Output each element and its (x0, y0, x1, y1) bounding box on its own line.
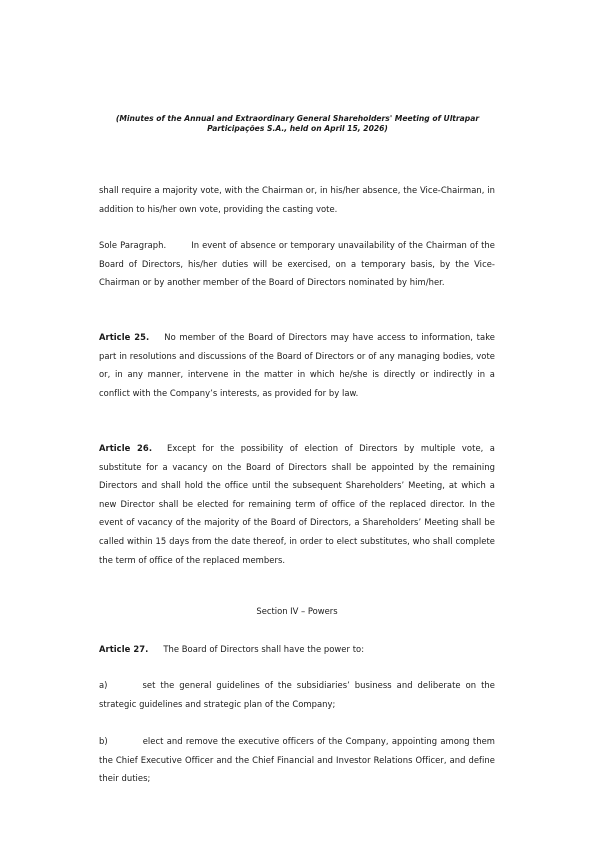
sole-paragraph-label: Sole Paragraph. (99, 240, 167, 250)
article-26-text: Except for the possibility of election of Directors by multiple vote, a substitute for a vacancy on the Board of Directors shall be appointed by the remaining Directors and shall hold the office until the subsequent Shareholders’ Meeting, at which a new Director shall be elected for remaining term of office of the replaced director. In the event of vacancy of the majority of the Board of Directors, a Shareholders’ Meeting shall be called within 15 days from the date thereof, in order to elect substitutes, who shall complete the term of office of the replaced members. (99, 443, 495, 565)
item-a (99, 676, 495, 713)
article-25 (99, 328, 495, 402)
item-b (99, 732, 495, 788)
article-26 (99, 439, 495, 569)
item-b-text: elect and remove the executive officers of the Company, appointing among them the Chief Executive Officer and the Chief Financial and Investor Relations Officer, and define their duties; (99, 736, 495, 784)
article-25-text: No member of the Board of Directors may have access to information, take part in resolutions and discussions of the Board of Directors or of any managing bodies, vote or, in any manner, intervene in the matter in which he/she is directly or indirectly in a conflict with the Company’s interests, as provided for by law. (99, 332, 495, 398)
article-25-label: Article 25. (99, 332, 150, 342)
article-27-label: Article 27. (99, 644, 149, 654)
section-heading: Section IV – Powers (256, 606, 338, 616)
article-26-label: Article 26. (99, 443, 153, 453)
paragraph-casting-vote: shall require a majority vote, with the Chairman or, in his/her absence, the Vice-Chairman, in addition to his/her own vote, providing the casting vote. (99, 185, 495, 214)
item-a-label: a) (99, 680, 108, 690)
article-27 (99, 640, 495, 659)
paragraph-sole (99, 236, 495, 292)
page-header (90, 114, 505, 134)
item-b-label: b) (99, 736, 108, 746)
item-a-text: set the general guidelines of the subsidiaries’ business and deliberate on the strategic guidelines and strategic plan of the Company; (99, 680, 495, 709)
sole-paragraph-text: In event of absence or temporary unavailability of the Chairman of the Board of Directors, his/her duties will be exercised, on a temporary basis, by the Vice-Chairman or by another member of the Board of Directors nominated by him/her. (99, 240, 495, 288)
header-line-2: Participações S.A., held on April 15, 2026) (207, 123, 388, 133)
header-line-1: (Minutes of the Annual and Extraordinary General Shareholders' Meeting of Ultrapar (115, 114, 480, 123)
article-27-text: The Board of Directors shall have the power to: (163, 644, 365, 654)
